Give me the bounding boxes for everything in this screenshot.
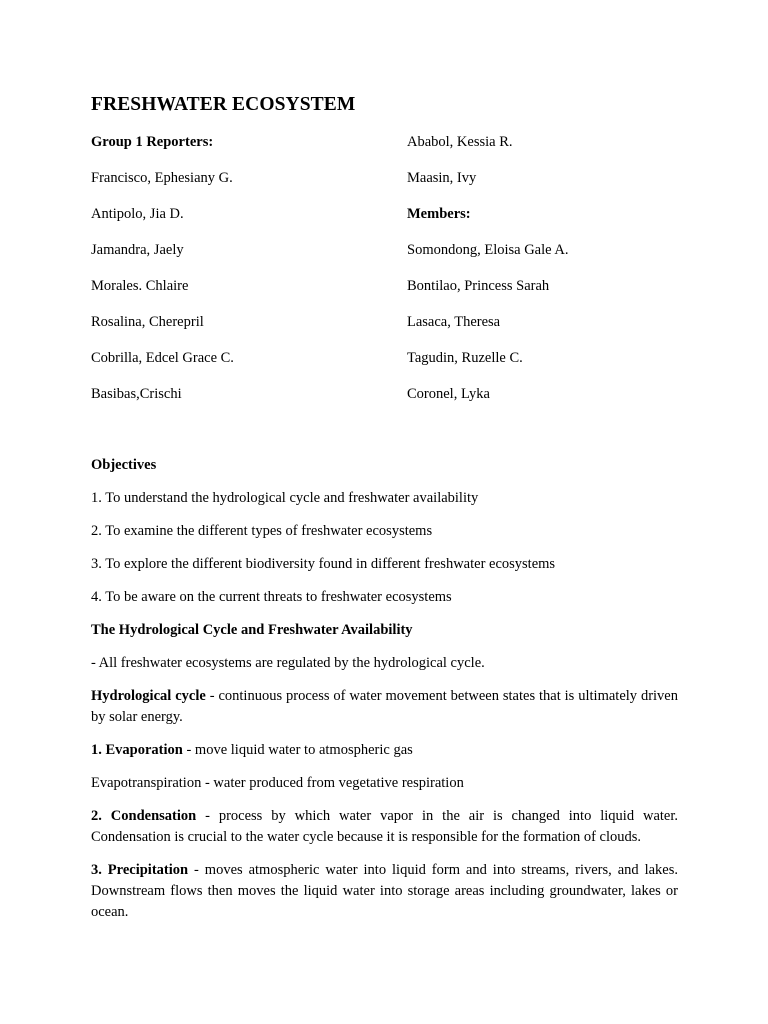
- member-name: Coronel, Lyka: [407, 386, 490, 402]
- hydro-cycle-text: - continuous process of water movement between states that is ultimately driven by solar energy.: [91, 688, 678, 725]
- document-title: FRESHWATER ECOSYSTEM: [91, 94, 356, 115]
- reporter-name: Francisco, Ephesiany G.: [91, 170, 233, 186]
- member-name: Tagudin, Ruzelle C.: [407, 350, 523, 366]
- objective-item: 4. To be aware on the current threats to freshwater ecosystems: [91, 589, 452, 605]
- hydro-cycle-definition: [91, 686, 678, 728]
- reporter-name: Jamandra, Jaely: [91, 242, 184, 258]
- objective-item: 2. To examine the different types of freshwater ecosystems: [91, 523, 433, 539]
- member-name: Bontilao, Princess Sarah: [407, 278, 550, 294]
- objective-item: 1. To understand the hydrological cycle and freshwater availability: [91, 490, 479, 506]
- condensation-definition: [91, 806, 678, 848]
- condensation-text: - process by which water vapor in the air is changed into liquid water. Condensation is crucial to the water cycle because it is responsible for the formation of clouds.: [91, 808, 678, 845]
- reporter-name: Rosalina, Cherepril: [91, 314, 204, 330]
- reporter-name: Cobrilla, Edcel Grace C.: [91, 350, 234, 366]
- evaporation-term: 1. Evaporation: [91, 742, 183, 758]
- document-body: [91, 455, 678, 923]
- reporters-column: [91, 133, 234, 421]
- reporter-name: Morales. Chlaire: [91, 278, 189, 294]
- objectives-heading: Objectives: [91, 457, 157, 473]
- group-reporters-heading: Group 1 Reporters:: [91, 134, 214, 150]
- member-name: Lasaca, Theresa: [407, 314, 501, 330]
- member-name: Somondong, Eloisa Gale A.: [407, 242, 569, 258]
- hydro-intro: - All freshwater ecosystems are regulated by the hydrological cycle.: [91, 655, 485, 671]
- reporter-name: Ababol, Kessia R.: [407, 134, 513, 150]
- evaporation-definition: [91, 740, 678, 761]
- precipitation-definition: [91, 860, 678, 923]
- hydro-cycle-term: Hydrological cycle: [91, 688, 206, 704]
- evapotranspiration-definition: Evapotranspiration - water produced from vegetative respiration: [91, 775, 464, 791]
- reporter-name: Maasin, Ivy: [407, 170, 477, 186]
- condensation-term: 2. Condensation: [91, 808, 197, 824]
- reporter-name: Antipolo, Jia D.: [91, 206, 184, 222]
- members-heading: Members:: [407, 206, 471, 222]
- members-column: [407, 133, 569, 421]
- evaporation-text: - move liquid water to atmospheric gas: [182, 742, 413, 758]
- objective-item: 3. To explore the different biodiversity found in different freshwater ecosystems: [91, 556, 556, 572]
- precipitation-text: - moves atmospheric water into liquid form and into streams, rivers, and lakes. Downstream flows then moves the liquid water into storage areas including groundwater, lakes or ocean.: [91, 862, 678, 920]
- hydro-section-heading: The Hydrological Cycle and Freshwater Availability: [91, 622, 413, 638]
- precipitation-term: 3. Precipitation: [91, 862, 189, 878]
- reporter-name: Basibas,Crischi: [91, 386, 182, 402]
